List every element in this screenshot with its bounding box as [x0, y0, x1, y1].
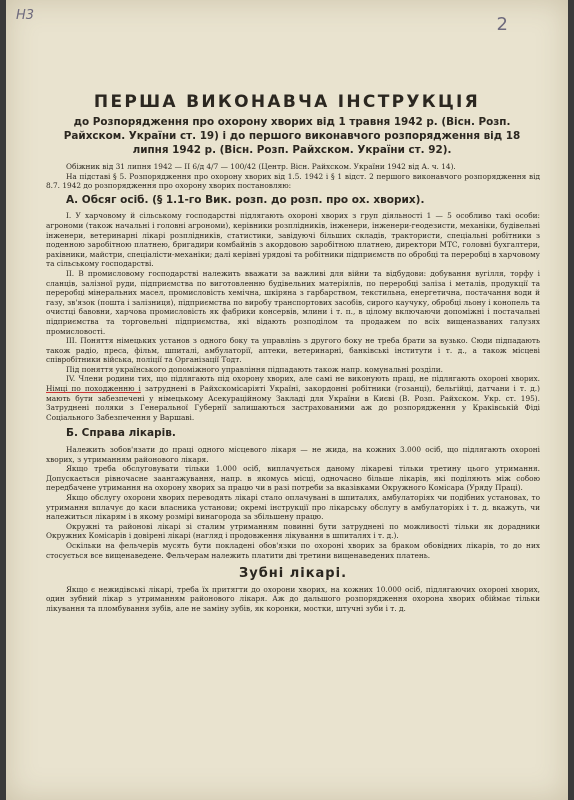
- section-b-paragraph-5: Оскільки на фельчерів мусять бути покладені обов'язки по охороні хворих за браком обовідних лікарів, то до них стосується все вищенаведене. Фельчерам належить платити дві третини вищенаведених платень.: [46, 540, 540, 560]
- section-a-paragraph-5-start: IV. Члени родини тих, що підлягають під охорону хворих, але самі не виконують праці, не підлягають охороні хворих.: [66, 374, 540, 384]
- document-title: ПЕРША ВИКОНАВЧА ІНСТРУКЦІЯ: [93, 92, 481, 112]
- section-a-paragraph-5-end: затруднені в Райхскомісаріяті Україні, закордонні робітники (гозанці), бельгійці, датчани і т. д.) мають бути забезпечені у німецькому Асекураційному Закладі для України в Києві (В. Розп. Райхском. Укр. ст. 195). Затруднені поляки з Генеральної Губернії залишаються застрахованими аж до розпорядження у Краківській Фіді Соціального Забезпечення у Варшаві.: [46, 384, 540, 422]
- section-a-paragraph-1: І. У харчовому й сільському господарстві підлягають охороні хворих з груп діяльності 1 — 5 особливо такі особи: агрономи (також начальні і головні агрономи), керівники розплідників, інженери, інженери-геодезисти, механіки, будівельні інженери, ветеринарні лікарі розплідників, статистики, завідуючі більших складів, трактористи, спеціальні робітники з поденною заробітною платнею, бригадири комбайнів з акордовою заробітною платнею, директори МТС, головні бухгалтери, рахівники, майстри, спеціалісти-механіки; далі керівні урядові та робітники підприємств по обробці та переробці в харчовому та сільському господарстві.: [46, 211, 540, 269]
- section-b-paragraph-3: Якщо обслугу охорони хворих переводять лікарі стало оплачувані в шпиталях, амбулаторіях чи подібних установах, то утримання вплачує до каси власника установи; окремі інструкції про лікарську обслугу в амбулаторіях і т. д. вкажуть, чи належиться лікарям і в якому розмірі винагорода за збільшену працю.: [46, 493, 540, 522]
- section-a-paragraph-2: ІІ. В промисловому господарстві належить вважати за важливі для війни та відбудови: добування вугілля, торфу і сланців, залізної руди, підприємства по виготовленню будівельних матеріялів, по переробці заліза і металів, продукції та переробці мінеральних масел, промисловість хемічна, шкіряна з гарбарством, текстильна, енергетична, постачання води й газу, зв'язок (пошта і залізниця), підприємства по виробу транспортових засобів, сирого каучуку, обробці льону і конопель та очистці бавовни, харчова промисловість як фабрики консервів, млини і т. п., в цілому включаючи допоміжні і постачальні підприємства та торговельні підприємства, які відають розподілом та продажем по всіх вищеназваних галузях промисловості.: [46, 268, 540, 336]
- section-b-heading: Б. Справа лікарів.: [66, 427, 176, 440]
- section-a-paragraph-3: ІІІ. Поняття німецьких установ з одного боку та управлінь з другого боку не треба брати за вузько. Сюди підпадають також радіо, преса, фільм, шпиталі, амбулаторії, аптеки, ветеринарні, банківські інститути і т. д., а також місцеві співробітники війська, поліції та Організації Тодт.: [46, 336, 540, 365]
- section-b-paragraph-1: Належить зобов'язати до праці одного місцевого лікаря — не жида, на кожних 3.000 осіб, що підлягають охороні хворих, з утриманням районового лікаря.: [46, 445, 540, 464]
- section-b-paragraph-2: Якщо треба обслуговувати тільки 1.000 осіб, виплачується даному лікареві тільки третину цього утримання. Допускається рівночасне заангажування, напр. в якомусь місці, одночасно більше лікарів, які поділяють між собою передбачене утримання на охорону хворих за працю чи в разі потреби за вказівками Окружного Комісара (Уряду Праці).: [46, 464, 540, 493]
- section-c-paragraph-1: Якщо є нежидівські лікарі, треба їх притягти до охорони хворих, на кожних 10.000 осіб, підлягаючих охороні хворих, один зубний лікар з утриманням районового лікаря. Аж до дальшого розпорядження охорона хворих обіймає тільки лікування та пломбування зубів, але не заміну зубів, як коронки, мостки, штучні зуби і т. д.: [46, 584, 540, 613]
- preamble-paragraph: На підставі § 5. Розпорядження про охорону хворих від 1.5. 1942 і § 1 відст. 2 першого виконавчого розпорядження від 8.7. 1942 до розпорядження про охорону хворих постановляю:: [46, 171, 540, 191]
- section-a-paragraph-5: [46, 374, 540, 422]
- document-subtitle: до Розпорядження про охорону хворих від 1 травня 1942 р. (Вісн. Розп. Райхском. України ст. 19) і до першого виконавчого розпорядження від 18 липня 1942 р. (Вісн. Розп. Райхском. України ст. 92).: [63, 116, 521, 156]
- circular-reference: Обіжник від 31 липня 1942 — II 6/д 4/7 — 100/42 (Центр. Вісн. Райхском. України 1942 від А. ч. 14).: [66, 162, 456, 171]
- pencil-annotation-top-left: Н3: [16, 8, 35, 23]
- pencil-annotation-page-number: 2: [496, 14, 508, 35]
- document-body: [46, 162, 540, 614]
- section-a-paragraph-4: Під поняття українського допоміжного управління підпадають також напр. комунальні розділи.: [66, 364, 443, 374]
- section-b-paragraph-4: Окружні та районові лікарі зі сталим утриманням повинні бути затруднені по можливості тільки як дорадники Окружних Комісарів і довірені лікарі (нагляд і продовження лікування в шпиталях і т. д.).: [46, 521, 540, 541]
- underlined-phrase: Німці по походженню і: [46, 384, 141, 394]
- section-c-heading: Зубні лікарі.: [238, 566, 348, 582]
- document-page: [6, 0, 568, 800]
- section-a-heading: А. Обсяг осіб. (§ 1.1-го Вик. розп. до розп. про ох. хворих).: [66, 193, 425, 206]
